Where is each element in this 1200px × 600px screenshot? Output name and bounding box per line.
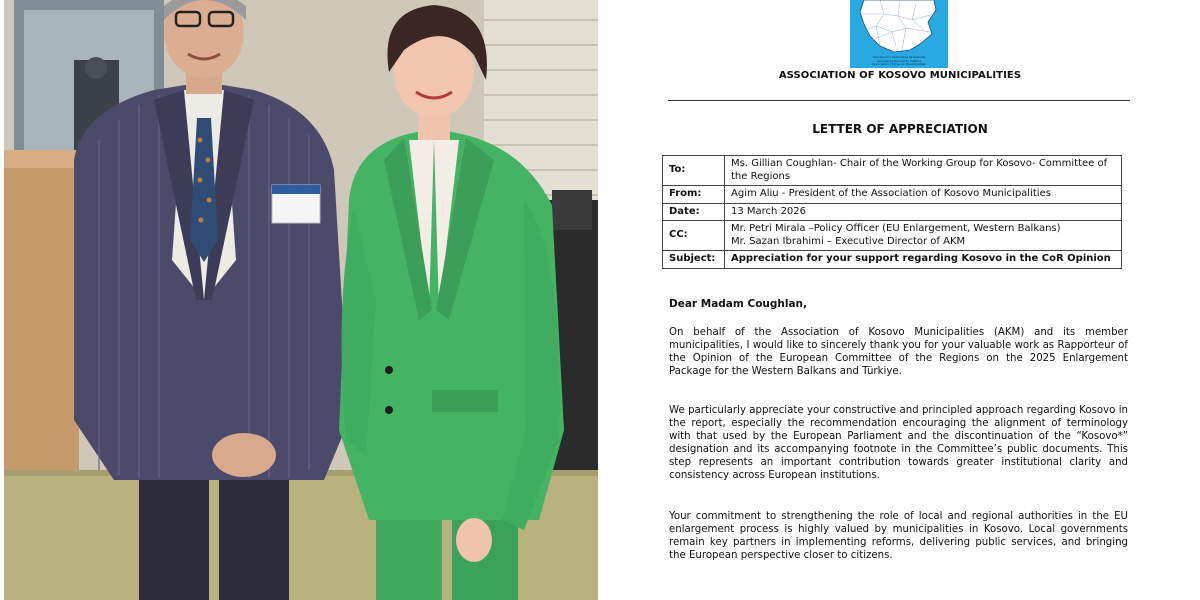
- letter-document: [600, 0, 1200, 600]
- logo-caption-line: Association of Kosovo Municipalities: [871, 62, 927, 67]
- cc-line: Mr. Petri Mirala –Policy Officer (EU Enlargement, Western Balkans): [731, 223, 1061, 234]
- from-label: From:: [663, 186, 725, 204]
- subject-value: Appreciation for your support regarding Kosovo in the CoR Opinion: [725, 251, 1122, 269]
- cc-value: [725, 221, 1122, 251]
- from-value: Agim Aliu - President of the Association of Kosovo Municipalities: [725, 186, 1122, 204]
- letter-title: LETTER OF APPRECIATION: [812, 122, 988, 136]
- to-value: Ms. Gillian Coughlan- Chair of the Working Group for Kosovo- Committee of the Regions: [725, 156, 1122, 186]
- subject-label: Subject:: [663, 251, 725, 269]
- logo-caption: [850, 56, 948, 67]
- salutation: Dear Madam Coughlan,: [669, 298, 808, 310]
- body-paragraph: Your commitment to strengthening the role of local and regional authorities in the EU enlargement process is highly valued by municipalities in Kosovo. Local governments remain key partners in implementing reforms, delivering public services, and bringing the European perspective closer to citizens.: [669, 511, 1128, 561]
- logo-caption-line: Asociacioni i Komunave të Kosovës: [872, 55, 926, 60]
- table-row: [663, 156, 1122, 186]
- body-paragraph: On behalf of the Association of Kosovo Municipalities (AKM) and its member municipalities, I would like to sincerely thank you for your valuable work as Rapporteur of the Opinion of the European Committee of the Regions on the 2025 Enlargement Package for the Western Balkans and Türkiye.: [669, 327, 1128, 377]
- date-label: Date:: [663, 203, 725, 221]
- date-value: 13 March 2026: [725, 203, 1122, 221]
- table-row: [663, 221, 1122, 251]
- cc-line: Mr. Sazan Ibrahimi – Executive Director of AKM: [731, 235, 966, 247]
- organization-name: ASSOCIATION OF KOSOVO MUNICIPALITIES: [778, 70, 1022, 81]
- table-row: [663, 203, 1122, 221]
- photo: [4, 0, 598, 600]
- body-paragraph: We particularly appreciate your constructive and principled approach regarding Kosovo in the report, especially the recommendation encouraging the alignment of terminology with that used by the European Parliament and the discontinuation of the “Kosovo*” designation and its accompanying footnote in the Committee’s public documents. This step represents an important contribution towards greater institutional clarity and consistency across European institutions.: [669, 405, 1128, 481]
- cc-label: CC:: [663, 221, 725, 251]
- logo-caption-line: Asocijacija Kosovskih Opština: [876, 58, 922, 63]
- table-row: [663, 251, 1122, 269]
- photo-illustration: [4, 0, 598, 600]
- table-row: [663, 186, 1122, 204]
- to-label: To:: [663, 156, 725, 186]
- letter-header-table: [662, 155, 1122, 269]
- header-divider: [668, 100, 1130, 101]
- akm-logo: [850, 0, 948, 68]
